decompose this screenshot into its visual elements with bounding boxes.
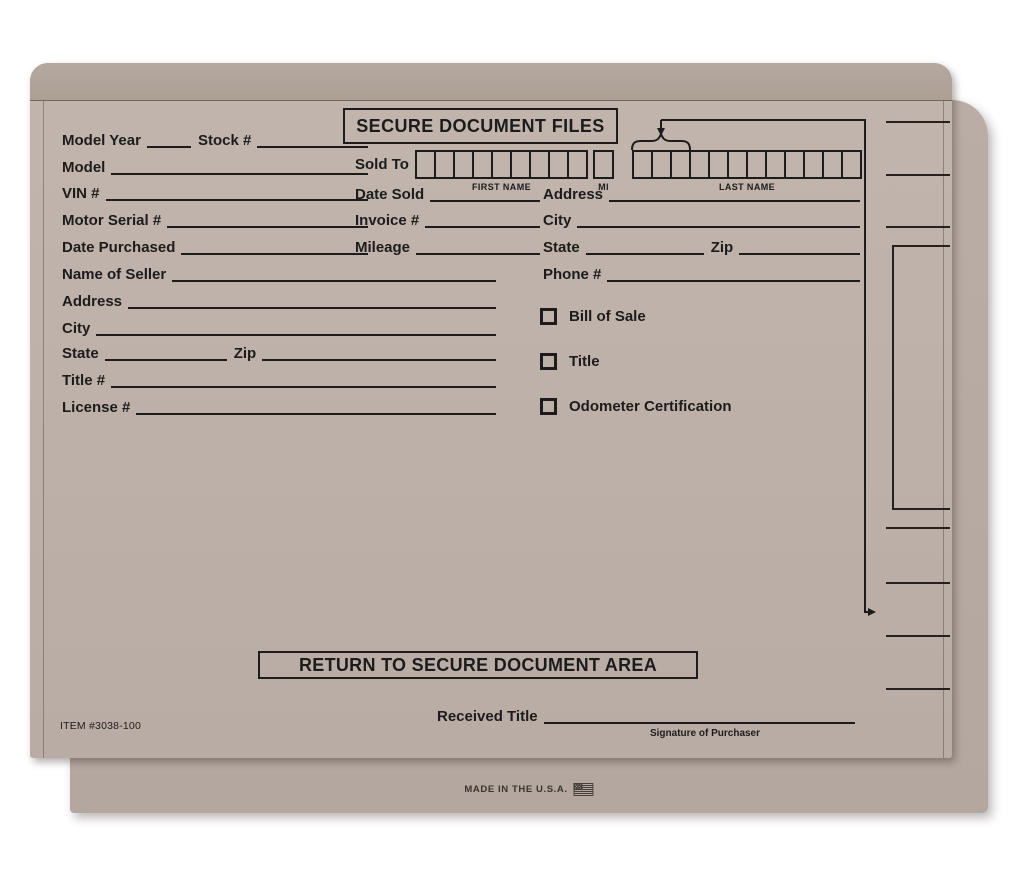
signature-caption: Signature of Purchaser [649, 728, 761, 739]
seller-state-line[interactable] [105, 345, 227, 361]
buyer-state-zip-row [543, 237, 860, 255]
mileage-line[interactable] [416, 239, 540, 255]
tab-rule-2 [886, 174, 950, 176]
letter-box[interactable] [567, 150, 588, 179]
last-name-caption: LAST NAME [718, 182, 776, 192]
buyer-city-label: City [543, 212, 572, 229]
license-no-label: License # [62, 399, 131, 416]
vin-label: VIN # [62, 185, 100, 202]
sold-to-label: Sold To [355, 156, 409, 173]
buyer-city-row [543, 210, 860, 228]
title-check-label: Title [569, 352, 600, 370]
letter-box[interactable] [548, 150, 569, 179]
date-sold-row [355, 184, 540, 202]
buyer-address-line[interactable] [609, 186, 860, 202]
buyer-state-line[interactable] [586, 239, 704, 255]
tab-rule-4 [886, 527, 950, 529]
title-no-label: Title # [62, 372, 106, 389]
tab-rule-5 [886, 582, 950, 584]
buyer-address-label: Address [543, 186, 604, 203]
tab-rule-7 [886, 688, 950, 690]
title-check-row [540, 351, 600, 371]
made-in-usa-label: MADE IN THE U.S.A. [464, 784, 568, 795]
buyer-phone-row [543, 264, 860, 282]
invoice-row [355, 210, 540, 228]
bill-of-sale-label: Bill of Sale [569, 307, 646, 325]
page-title: SECURE DOCUMENT FILES [356, 115, 605, 136]
invoice-line[interactable] [425, 212, 540, 228]
left-crease [43, 101, 44, 758]
odometer-cert-label: Odometer Certification [569, 397, 732, 415]
seller-address-label: Address [62, 293, 123, 310]
received-title-row [437, 706, 855, 724]
signature-line[interactable] [544, 708, 855, 724]
motor-serial-line[interactable] [167, 212, 368, 228]
buyer-address-row [543, 184, 860, 202]
buyer-phone-label: Phone # [543, 266, 602, 283]
made-in-usa [464, 783, 593, 796]
model-year-line[interactable] [147, 132, 191, 148]
bill-of-sale-checkbox[interactable] [540, 308, 557, 325]
tab-rule-6 [886, 635, 950, 637]
envelope-top-flap [30, 63, 952, 101]
seller-zip-line[interactable] [262, 345, 496, 361]
date-purchased-row [62, 237, 368, 255]
license-no-line[interactable] [136, 399, 496, 415]
mileage-row [355, 237, 540, 255]
letter-box[interactable] [765, 150, 786, 179]
buyer-state-label: State [543, 239, 580, 256]
letter-box[interactable] [651, 150, 672, 179]
seller-state-label: State [62, 345, 99, 362]
letter-box[interactable] [472, 150, 493, 179]
front-envelope [30, 63, 952, 758]
tab-rule-3 [886, 226, 950, 228]
tab-index-box [892, 245, 950, 510]
first-name-boxes[interactable] [415, 150, 588, 179]
stock-line[interactable] [257, 132, 368, 148]
date-sold-line[interactable] [430, 186, 540, 202]
model-year-stock-row [62, 130, 368, 148]
odometer-cert-row [540, 396, 732, 416]
buyer-phone-line[interactable] [607, 266, 860, 282]
letter-box[interactable] [803, 150, 824, 179]
seller-address-line[interactable] [128, 293, 496, 309]
bill-of-sale-row [540, 306, 646, 326]
seller-city-line[interactable] [96, 320, 496, 336]
letter-box[interactable] [841, 150, 862, 179]
received-title-label: Received Title [437, 708, 538, 725]
seller-name-line[interactable] [172, 266, 496, 282]
mileage-label: Mileage [355, 239, 411, 256]
buyer-zip-label: Zip [710, 239, 734, 256]
letter-box[interactable] [689, 150, 710, 179]
title-no-row [62, 370, 496, 388]
model-year-label: Model Year [62, 132, 141, 149]
mi-box[interactable] [593, 150, 614, 179]
model-line[interactable] [111, 159, 368, 175]
return-notice-label: RETURN TO SECURE DOCUMENT AREA [298, 654, 657, 675]
buyer-city-line[interactable] [577, 212, 860, 228]
tab-rule-1 [886, 121, 950, 123]
last-name-boxes[interactable] [632, 150, 862, 179]
letter-box[interactable] [632, 150, 653, 179]
letter-box[interactable] [670, 150, 691, 179]
letter-box[interactable] [822, 150, 843, 179]
letter-box[interactable] [593, 150, 614, 179]
vin-line[interactable] [106, 185, 368, 201]
return-notice-box [258, 651, 698, 679]
model-row [62, 157, 368, 175]
date-purchased-line[interactable] [181, 239, 368, 255]
title-box [343, 108, 618, 144]
letter-box[interactable] [746, 150, 767, 179]
seller-name-row [62, 264, 496, 282]
letter-box[interactable] [784, 150, 805, 179]
first-name-caption: FIRST NAME [472, 182, 531, 192]
date-purchased-label: Date Purchased [62, 239, 176, 256]
letter-box[interactable] [510, 150, 531, 179]
motor-serial-row [62, 210, 368, 228]
model-label: Model [62, 159, 106, 176]
item-number: ITEM #3038-100 [60, 720, 142, 732]
date-sold-label: Date Sold [355, 186, 425, 203]
vin-row [62, 183, 368, 201]
title-checkbox[interactable] [540, 353, 557, 370]
mi-caption: MI [598, 182, 609, 192]
seller-city-row [62, 318, 496, 336]
motor-serial-label: Motor Serial # [62, 212, 162, 229]
invoice-label: Invoice # [355, 212, 420, 229]
stock-label: Stock # [197, 132, 252, 149]
us-flag-icon [574, 783, 594, 796]
letter-box[interactable] [415, 150, 436, 179]
title-no-line[interactable] [111, 372, 496, 388]
seller-zip-label: Zip [233, 345, 257, 362]
letter-box[interactable] [708, 150, 729, 179]
odometer-cert-checkbox[interactable] [540, 398, 557, 415]
letter-box[interactable] [727, 150, 748, 179]
seller-city-label: City [62, 320, 91, 337]
letter-box[interactable] [529, 150, 550, 179]
buyer-zip-line[interactable] [739, 239, 860, 255]
seller-address-row [62, 291, 496, 309]
letter-box[interactable] [491, 150, 512, 179]
letter-box[interactable] [434, 150, 455, 179]
seller-state-zip-row [62, 343, 496, 361]
seller-name-label: Name of Seller [62, 266, 167, 283]
letter-box[interactable] [453, 150, 474, 179]
license-no-row [62, 397, 496, 415]
